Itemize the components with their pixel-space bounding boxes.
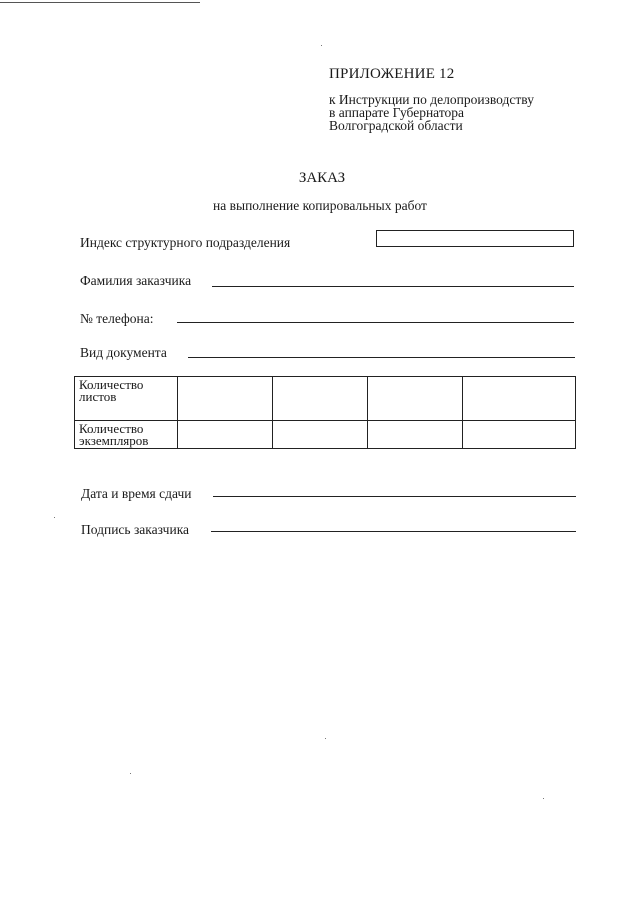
document-title: ЗАКАЗ	[298, 170, 346, 186]
appendix-subtitle	[329, 93, 534, 132]
copies-cell-1[interactable]	[178, 421, 273, 449]
doctype-input-line[interactable]	[188, 357, 575, 358]
scan-speck	[54, 517, 55, 518]
phone-input-line[interactable]	[177, 322, 574, 323]
sheets-cell-1[interactable]	[178, 377, 273, 421]
copies-table	[74, 376, 576, 449]
appendix-title: ПРИЛОЖЕНИЕ 12	[329, 66, 455, 82]
scan-speck	[543, 798, 544, 799]
datetime-label: Дата и время сдачи	[81, 486, 192, 501]
customer-label: Фамилия заказчика	[80, 273, 192, 288]
sheets-cell-4[interactable]	[463, 377, 576, 421]
scan-speck	[325, 738, 326, 739]
appendix-line-1: к Инструкции по делопроизводству	[329, 92, 534, 107]
table-row-copies	[75, 421, 576, 449]
sheets-label-line-1: Количество	[79, 377, 144, 392]
index-label: Индекс структурного подразделения	[80, 235, 291, 250]
customer-input-line[interactable]	[212, 286, 574, 287]
copies-label-cell	[75, 421, 178, 449]
datetime-input-line[interactable]	[213, 496, 576, 497]
copies-cell-4[interactable]	[463, 421, 576, 449]
appendix-line-3: Волгоградской области	[329, 118, 463, 133]
sheets-label-line-2: листов	[79, 389, 117, 404]
sheets-cell-3[interactable]	[368, 377, 463, 421]
scan-edge-line	[0, 2, 200, 3]
sheets-label-cell	[75, 377, 178, 421]
doctype-label: Вид документа	[80, 345, 167, 360]
scan-speck	[321, 45, 322, 46]
scan-speck	[130, 773, 131, 774]
signature-input-line[interactable]	[211, 531, 576, 532]
signature-label: Подпись заказчика	[81, 522, 190, 537]
copies-label-line-2: экземпляров	[79, 433, 149, 448]
copies-cell-2[interactable]	[273, 421, 368, 449]
copies-label-line-1: Количество	[79, 421, 144, 436]
appendix-line-2: в аппарате Губернатора	[329, 105, 465, 120]
table-row-sheets	[75, 377, 576, 421]
index-input-box[interactable]	[376, 230, 574, 247]
document-subtitle: на выполнение копировальных работ	[213, 198, 427, 213]
copies-cell-3[interactable]	[368, 421, 463, 449]
sheets-cell-2[interactable]	[273, 377, 368, 421]
phone-label: № телефона:	[80, 311, 154, 326]
